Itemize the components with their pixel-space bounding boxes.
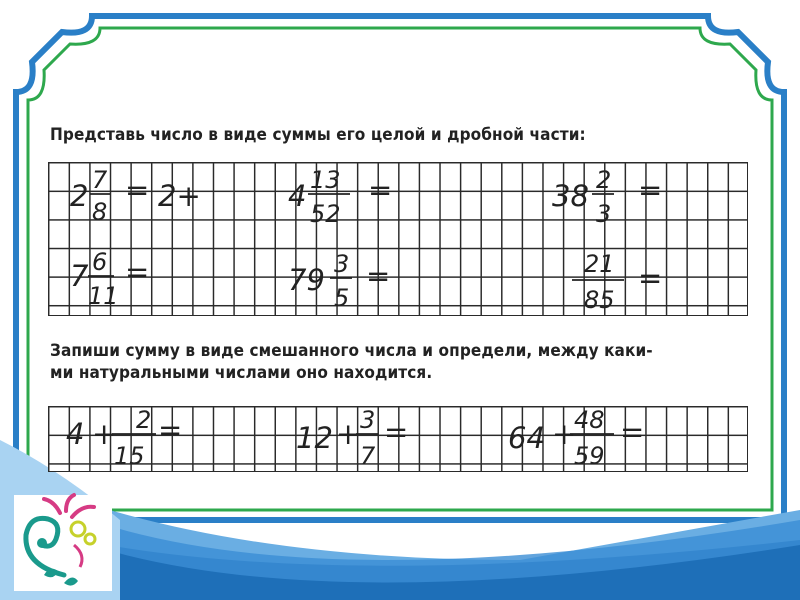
task1-item-6-equals: =: [638, 261, 663, 295]
task2-item-1-numerator: 2: [136, 406, 152, 434]
task1-item-1-equals: =: [125, 173, 150, 207]
task2-instruction: [50, 340, 653, 384]
task2-item-2-equals: =: [384, 415, 409, 449]
task1-item-3-whole: 38: [552, 179, 589, 213]
task1-item-2-whole: 4: [288, 179, 307, 213]
task1-item-1-whole: 2: [70, 179, 89, 213]
task2-item-3-plus: +: [552, 417, 577, 451]
task1-item-5-denominator: 5: [334, 284, 350, 312]
task1-item-6-denominator: 85: [584, 286, 615, 314]
task1-item-2-equals: =: [368, 173, 393, 207]
task2-item-1-equals: =: [158, 413, 183, 447]
task2-instruction-line1: Запиши сумму в виде смешанного числа и определи, между каки-: [50, 341, 653, 361]
task2-item-2-whole: 12: [296, 421, 333, 455]
task2-item-2-plus: +: [336, 417, 361, 451]
task2-item-2-numerator: 3: [360, 406, 376, 434]
task1-item-4-whole: 7: [70, 259, 89, 293]
task1-instruction: [50, 124, 586, 146]
task1-item-5-whole: 79: [288, 263, 325, 297]
task2-item-3-denominator: 59: [574, 442, 605, 470]
task1-item-1-denominator: 8: [92, 198, 108, 226]
task2-item-1-plus: +: [92, 417, 117, 451]
task1-item-4-numerator: 6: [92, 248, 108, 276]
task2-item-1-denominator: 15: [114, 442, 145, 470]
task1-item-2-denominator: 52: [310, 200, 341, 228]
task1-item-6-numerator: 21: [584, 250, 615, 278]
task1-item-2-numerator: 13: [310, 166, 341, 194]
task2-item-3-equals: =: [620, 415, 645, 449]
task2-answer-grid[interactable]: [48, 406, 748, 472]
task1-item-4-equals: =: [125, 255, 150, 289]
task1-item-3-numerator: 2: [596, 166, 612, 194]
task2-item-1-whole: 4: [66, 417, 85, 451]
task1-item-1-numerator: 7: [92, 166, 108, 194]
task2-item-2-denominator: 7: [360, 442, 376, 470]
task2-item-3-whole: 64: [508, 421, 545, 455]
task1-item-5-numerator: 3: [334, 250, 350, 278]
task1-answer-grid[interactable]: [48, 162, 748, 316]
task2-item-3-numerator: 48: [574, 406, 605, 434]
task1-item-3-denominator: 3: [596, 200, 612, 228]
task1-item-5-equals: =: [366, 259, 391, 293]
task1-item-3-equals: =: [638, 173, 663, 207]
task1-instruction-text: Представь число в виде суммы его целой и дробной части:: [50, 125, 586, 145]
task1-item-4-denominator: 11: [88, 282, 119, 310]
task1-item-1-answer: 2+: [158, 179, 201, 213]
task2-instruction-line2: ми натуральными числами оно находится.: [50, 363, 433, 383]
